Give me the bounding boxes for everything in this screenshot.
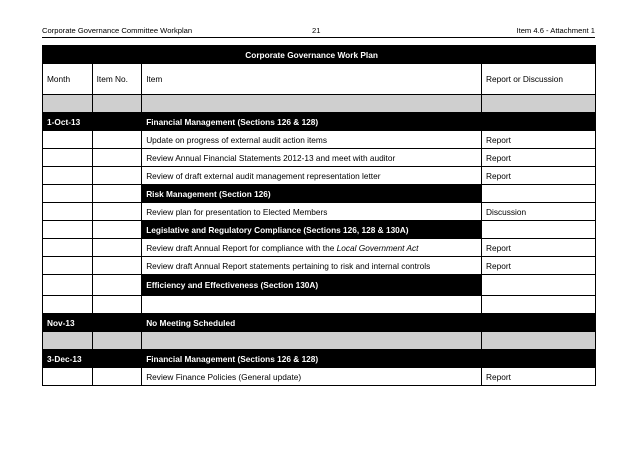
separator-row xyxy=(43,332,596,350)
type-cell: Discussion xyxy=(482,203,596,221)
type-cell: Report xyxy=(482,239,596,257)
table-row xyxy=(43,221,596,239)
work-plan-table xyxy=(42,45,596,386)
table-row xyxy=(43,203,596,221)
table-row xyxy=(43,185,596,203)
col-report: Report or Discussion xyxy=(482,64,596,95)
type-cell: Report xyxy=(482,167,596,185)
table-row xyxy=(43,239,596,257)
section-heading: Legislative and Regulatory Compliance (Sections 126, 128 & 130A) xyxy=(142,221,482,239)
section-heading: No Meeting Scheduled xyxy=(142,314,482,332)
act-name: Local Government Act xyxy=(336,242,419,253)
col-item: Item xyxy=(142,64,482,95)
type-cell: Report xyxy=(482,368,596,386)
column-header-row xyxy=(43,64,596,95)
month-cell: Nov-13 xyxy=(43,314,93,332)
table-title-row xyxy=(43,46,596,64)
header-right: Item 4.6 - Attachment 1 xyxy=(516,26,595,35)
col-month: Month xyxy=(43,64,93,95)
table-row xyxy=(43,149,596,167)
type-cell: Report xyxy=(482,131,596,149)
item-cell: Review of draft external audit management representation letter xyxy=(142,167,482,185)
item-cell: Review Annual Financial Statements 2012-13 and meet with auditor xyxy=(142,149,482,167)
item-cell: Review Finance Policies (General update) xyxy=(142,368,482,386)
item-cell: Review draft Annual Report statements pertaining to risk and internal controls xyxy=(142,257,482,275)
separator-row xyxy=(43,95,596,113)
col-item-no: Item No. xyxy=(92,64,142,95)
header-left: Corporate Governance Committee Workplan xyxy=(42,26,193,35)
item-cell: Review plan for presentation to Elected Members xyxy=(142,203,482,221)
type-cell: Report xyxy=(482,257,596,275)
blank-row xyxy=(43,296,596,314)
page-number: 21 xyxy=(312,26,321,35)
section-heading: Financial Management (Sections 126 & 128) xyxy=(142,350,482,368)
section-heading: Financial Management (Sections 126 & 128) xyxy=(142,113,482,131)
type-cell: Report xyxy=(482,149,596,167)
item-cell: Update on progress of external audit action items xyxy=(142,131,482,149)
month-cell: 3-Dec-13 xyxy=(43,350,93,368)
table-row xyxy=(43,167,596,185)
item-cell: Review draft Annual Report for compliance with the Local Government Act xyxy=(142,239,482,257)
table-row xyxy=(43,368,596,386)
section-heading: Risk Management (Section 126) xyxy=(142,185,482,203)
section-heading: Efficiency and Effectiveness (Section 130A) xyxy=(142,275,482,296)
page-header xyxy=(42,24,595,38)
table-title: Corporate Governance Work Plan xyxy=(142,46,482,64)
table-row xyxy=(43,257,596,275)
table-row xyxy=(43,275,596,296)
table-row xyxy=(43,314,596,332)
month-cell: 1-Oct-13 xyxy=(43,113,93,131)
table-row xyxy=(43,113,596,131)
table-row xyxy=(43,131,596,149)
table-row xyxy=(43,350,596,368)
